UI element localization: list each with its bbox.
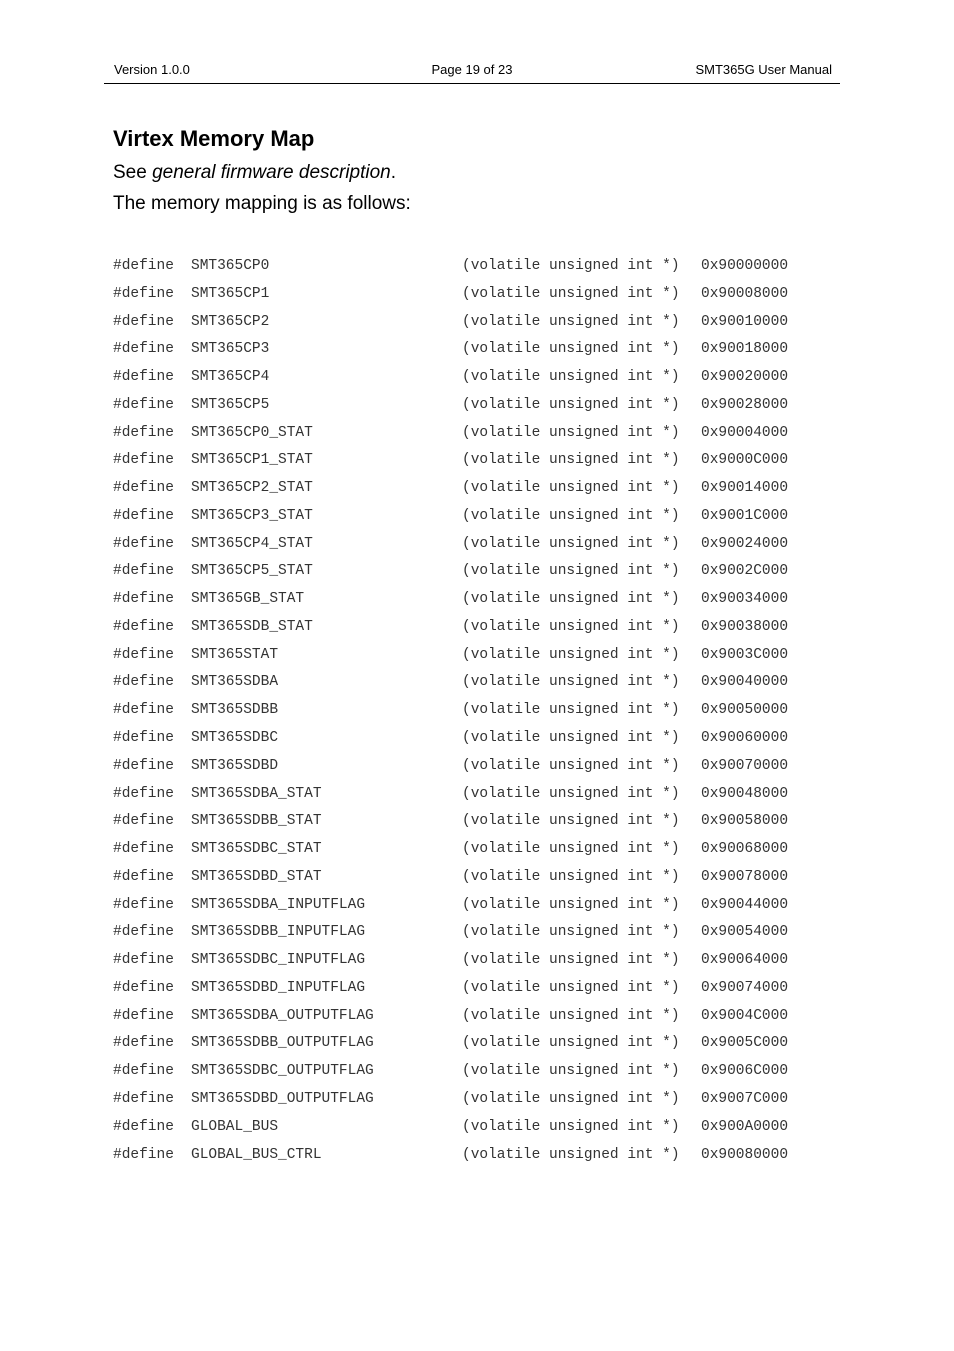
define-keyword: #define [113, 757, 174, 774]
macro-name: SMT365STAT [191, 646, 279, 663]
memory-address: 0x90014000 [701, 480, 789, 497]
memory-address: 0x9000C000 [701, 452, 789, 469]
macro-name: SMT365CP1_STAT [191, 452, 313, 469]
define-keyword: #define [113, 369, 174, 386]
memory-address: 0x90000000 [701, 258, 789, 274]
memory-address: 0x90044000 [701, 896, 789, 913]
define-keyword: #define [113, 396, 174, 413]
code-line [113, 1005, 833, 1033]
memory-address: 0x90040000 [701, 674, 789, 691]
define-keyword: #define [113, 979, 174, 996]
macro-name: SMT365CP3 [191, 341, 270, 358]
code-line [113, 699, 833, 727]
define-keyword: #define [113, 896, 174, 913]
macro-name: SMT365SDBD_INPUTFLAG [191, 979, 366, 996]
define-keyword: #define [113, 1118, 174, 1135]
code-line [113, 477, 833, 505]
manual-title: SMT365G User Manual [695, 62, 832, 77]
type-cast: (volatile unsigned int *) [462, 507, 680, 524]
define-keyword: #define [113, 285, 174, 302]
define-keyword: #define [113, 924, 174, 941]
macro-name: SMT365SDBB_OUTPUTFLAG [191, 1035, 374, 1052]
memory-address: 0x9004C000 [701, 1007, 789, 1024]
define-keyword: #define [113, 646, 174, 663]
define-keyword: #define [113, 452, 174, 469]
memory-address: 0x90048000 [701, 785, 789, 802]
define-keyword: #define [113, 1063, 174, 1080]
intro-text: The memory mapping is as follows: [113, 193, 411, 214]
macro-name: SMT365SDBB [191, 702, 279, 719]
macro-name: SMT365SDBC [191, 730, 279, 747]
macro-name: SMT365SDBB_STAT [191, 813, 322, 830]
page-header [104, 61, 840, 84]
code-line [113, 311, 833, 339]
macro-name: SMT365SDBD_OUTPUTFLAG [191, 1090, 374, 1107]
memory-address: 0x90054000 [701, 924, 789, 941]
memory-address: 0x90050000 [701, 702, 789, 719]
memory-address: 0x90074000 [701, 979, 789, 996]
code-line [113, 644, 833, 672]
code-line [113, 283, 833, 311]
type-cast: (volatile unsigned int *) [462, 896, 680, 913]
code-line [113, 422, 833, 450]
code-line [113, 1144, 833, 1172]
code-line [113, 449, 833, 477]
memory-address: 0x90080000 [701, 1146, 789, 1163]
type-cast: (volatile unsigned int *) [462, 1063, 680, 1080]
type-cast: (volatile unsigned int *) [462, 285, 680, 302]
type-cast: (volatile unsigned int *) [462, 785, 680, 802]
memory-address: 0x90070000 [701, 757, 789, 774]
memory-address: 0x90024000 [701, 535, 789, 552]
macro-name: SMT365CP5 [191, 396, 270, 413]
macro-name: SMT365SDBA [191, 674, 279, 691]
type-cast: (volatile unsigned int *) [462, 757, 680, 774]
define-keyword: #define [113, 535, 174, 552]
code-line [113, 338, 833, 366]
type-cast: (volatile unsigned int *) [462, 424, 680, 441]
type-cast: (volatile unsigned int *) [462, 924, 680, 941]
type-cast: (volatile unsigned int *) [462, 535, 680, 552]
type-cast: (volatile unsigned int *) [462, 868, 680, 885]
macro-name: SMT365CP2_STAT [191, 480, 313, 497]
type-cast: (volatile unsigned int *) [462, 452, 680, 469]
memory-address: 0x90064000 [701, 952, 789, 969]
type-cast: (volatile unsigned int *) [462, 1118, 680, 1135]
memory-address: 0x90010000 [701, 313, 789, 330]
macro-name: SMT365SDBC_INPUTFLAG [191, 952, 366, 969]
define-keyword: #define [113, 480, 174, 497]
macro-name: SMT365SDBC_STAT [191, 841, 322, 858]
define-keyword: #define [113, 1007, 174, 1024]
code-line [113, 1088, 833, 1116]
page-number: Page 19 of 23 [431, 62, 513, 77]
type-cast: (volatile unsigned int *) [462, 646, 680, 663]
memory-map-code-block [113, 255, 833, 1171]
define-keyword: #define [113, 424, 174, 441]
memory-address: 0x90078000 [701, 868, 789, 885]
memory-address: 0x9006C000 [701, 1063, 789, 1080]
memory-address: 0x90058000 [701, 813, 789, 830]
define-keyword: #define [113, 258, 174, 274]
code-line [113, 255, 833, 283]
type-cast: (volatile unsigned int *) [462, 396, 680, 413]
code-line [113, 949, 833, 977]
code-line [113, 783, 833, 811]
memory-address: 0x90020000 [701, 369, 789, 386]
macro-name: SMT365CP3_STAT [191, 507, 313, 524]
code-line [113, 921, 833, 949]
define-keyword: #define [113, 563, 174, 580]
define-keyword: #define [113, 618, 174, 635]
memory-address: 0x9003C000 [701, 646, 789, 663]
type-cast: (volatile unsigned int *) [462, 1007, 680, 1024]
macro-name: SMT365SDBA_STAT [191, 785, 322, 802]
memory-address: 0x90038000 [701, 618, 789, 635]
code-line [113, 366, 833, 394]
firmware-description-link[interactable]: general firmware description [152, 162, 391, 183]
memory-address: 0x9005C000 [701, 1035, 789, 1052]
macro-name: SMT365CP0_STAT [191, 424, 313, 441]
code-line [113, 394, 833, 422]
macro-name: SMT365SDBA_OUTPUTFLAG [191, 1007, 374, 1024]
define-keyword: #define [113, 813, 174, 830]
type-cast: (volatile unsigned int *) [462, 341, 680, 358]
macro-name: SMT365CP4_STAT [191, 535, 313, 552]
type-cast: (volatile unsigned int *) [462, 313, 680, 330]
define-keyword: #define [113, 341, 174, 358]
define-keyword: #define [113, 1090, 174, 1107]
memory-address: 0x90068000 [701, 841, 789, 858]
code-line [113, 977, 833, 1005]
macro-name: SMT365CP5_STAT [191, 563, 313, 580]
code-line [113, 1060, 833, 1088]
memory-address: 0x90060000 [701, 730, 789, 747]
code-line [113, 894, 833, 922]
type-cast: (volatile unsigned int *) [462, 258, 680, 274]
macro-name: SMT365SDBD_STAT [191, 868, 322, 885]
code-line [113, 838, 833, 866]
code-line [113, 810, 833, 838]
define-keyword: #define [113, 868, 174, 885]
type-cast: (volatile unsigned int *) [462, 979, 680, 996]
type-cast: (volatile unsigned int *) [462, 563, 680, 580]
memory-address: 0x9002C000 [701, 563, 789, 580]
macro-name: GLOBAL_BUS_CTRL [191, 1146, 322, 1163]
type-cast: (volatile unsigned int *) [462, 952, 680, 969]
macro-name: SMT365CP1 [191, 285, 270, 302]
macro-name: SMT365SDB_STAT [191, 618, 313, 635]
define-keyword: #define [113, 591, 174, 608]
define-keyword: #define [113, 1146, 174, 1163]
code-line [113, 505, 833, 533]
macro-name: GLOBAL_BUS [191, 1118, 279, 1135]
code-line [113, 616, 833, 644]
type-cast: (volatile unsigned int *) [462, 591, 680, 608]
define-keyword: #define [113, 785, 174, 802]
type-cast: (volatile unsigned int *) [462, 618, 680, 635]
define-keyword: #define [113, 507, 174, 524]
code-line [113, 866, 833, 894]
memory-address: 0x90034000 [701, 591, 789, 608]
macro-name: SMT365CP2 [191, 313, 270, 330]
memory-address: 0x90018000 [701, 341, 789, 358]
code-line [113, 1032, 833, 1060]
memory-address: 0x90004000 [701, 424, 789, 441]
macro-name: SMT365SDBA_INPUTFLAG [191, 896, 366, 913]
code-line [113, 671, 833, 699]
type-cast: (volatile unsigned int *) [462, 480, 680, 497]
memory-address: 0x900A0000 [701, 1118, 789, 1135]
type-cast: (volatile unsigned int *) [462, 369, 680, 386]
type-cast: (volatile unsigned int *) [462, 841, 680, 858]
macro-name: SMT365CP0 [191, 258, 270, 274]
define-keyword: #define [113, 702, 174, 719]
macro-name: SMT365SDBB_INPUTFLAG [191, 924, 366, 941]
code-line [113, 755, 833, 783]
memory-address: 0x9001C000 [701, 507, 789, 524]
define-keyword: #define [113, 1035, 174, 1052]
section-title: Virtex Memory Map [113, 126, 315, 151]
code-line [113, 560, 833, 588]
code-line [113, 1116, 833, 1144]
type-cast: (volatile unsigned int *) [462, 813, 680, 830]
type-cast: (volatile unsigned int *) [462, 702, 680, 719]
see-prefix: See [113, 162, 153, 183]
type-cast: (volatile unsigned int *) [462, 1146, 680, 1163]
see-suffix: . [390, 162, 397, 183]
see-reference [113, 162, 396, 184]
define-keyword: #define [113, 730, 174, 747]
memory-address: 0x90008000 [701, 285, 789, 302]
macro-name: SMT365SDBD [191, 757, 279, 774]
define-keyword: #define [113, 952, 174, 969]
code-line [113, 588, 833, 616]
type-cast: (volatile unsigned int *) [462, 674, 680, 691]
macro-name: SMT365CP4 [191, 369, 270, 386]
code-line [113, 533, 833, 561]
macro-name: SMT365GB_STAT [191, 591, 305, 608]
type-cast: (volatile unsigned int *) [462, 730, 680, 747]
memory-address: 0x9007C000 [701, 1090, 789, 1107]
type-cast: (volatile unsigned int *) [462, 1035, 680, 1052]
type-cast: (volatile unsigned int *) [462, 1090, 680, 1107]
version-label: Version 1.0.0 [114, 62, 190, 77]
define-keyword: #define [113, 841, 174, 858]
define-keyword: #define [113, 674, 174, 691]
code-line [113, 727, 833, 755]
define-keyword: #define [113, 313, 174, 330]
macro-name: SMT365SDBC_OUTPUTFLAG [191, 1063, 374, 1080]
memory-address: 0x90028000 [701, 396, 789, 413]
